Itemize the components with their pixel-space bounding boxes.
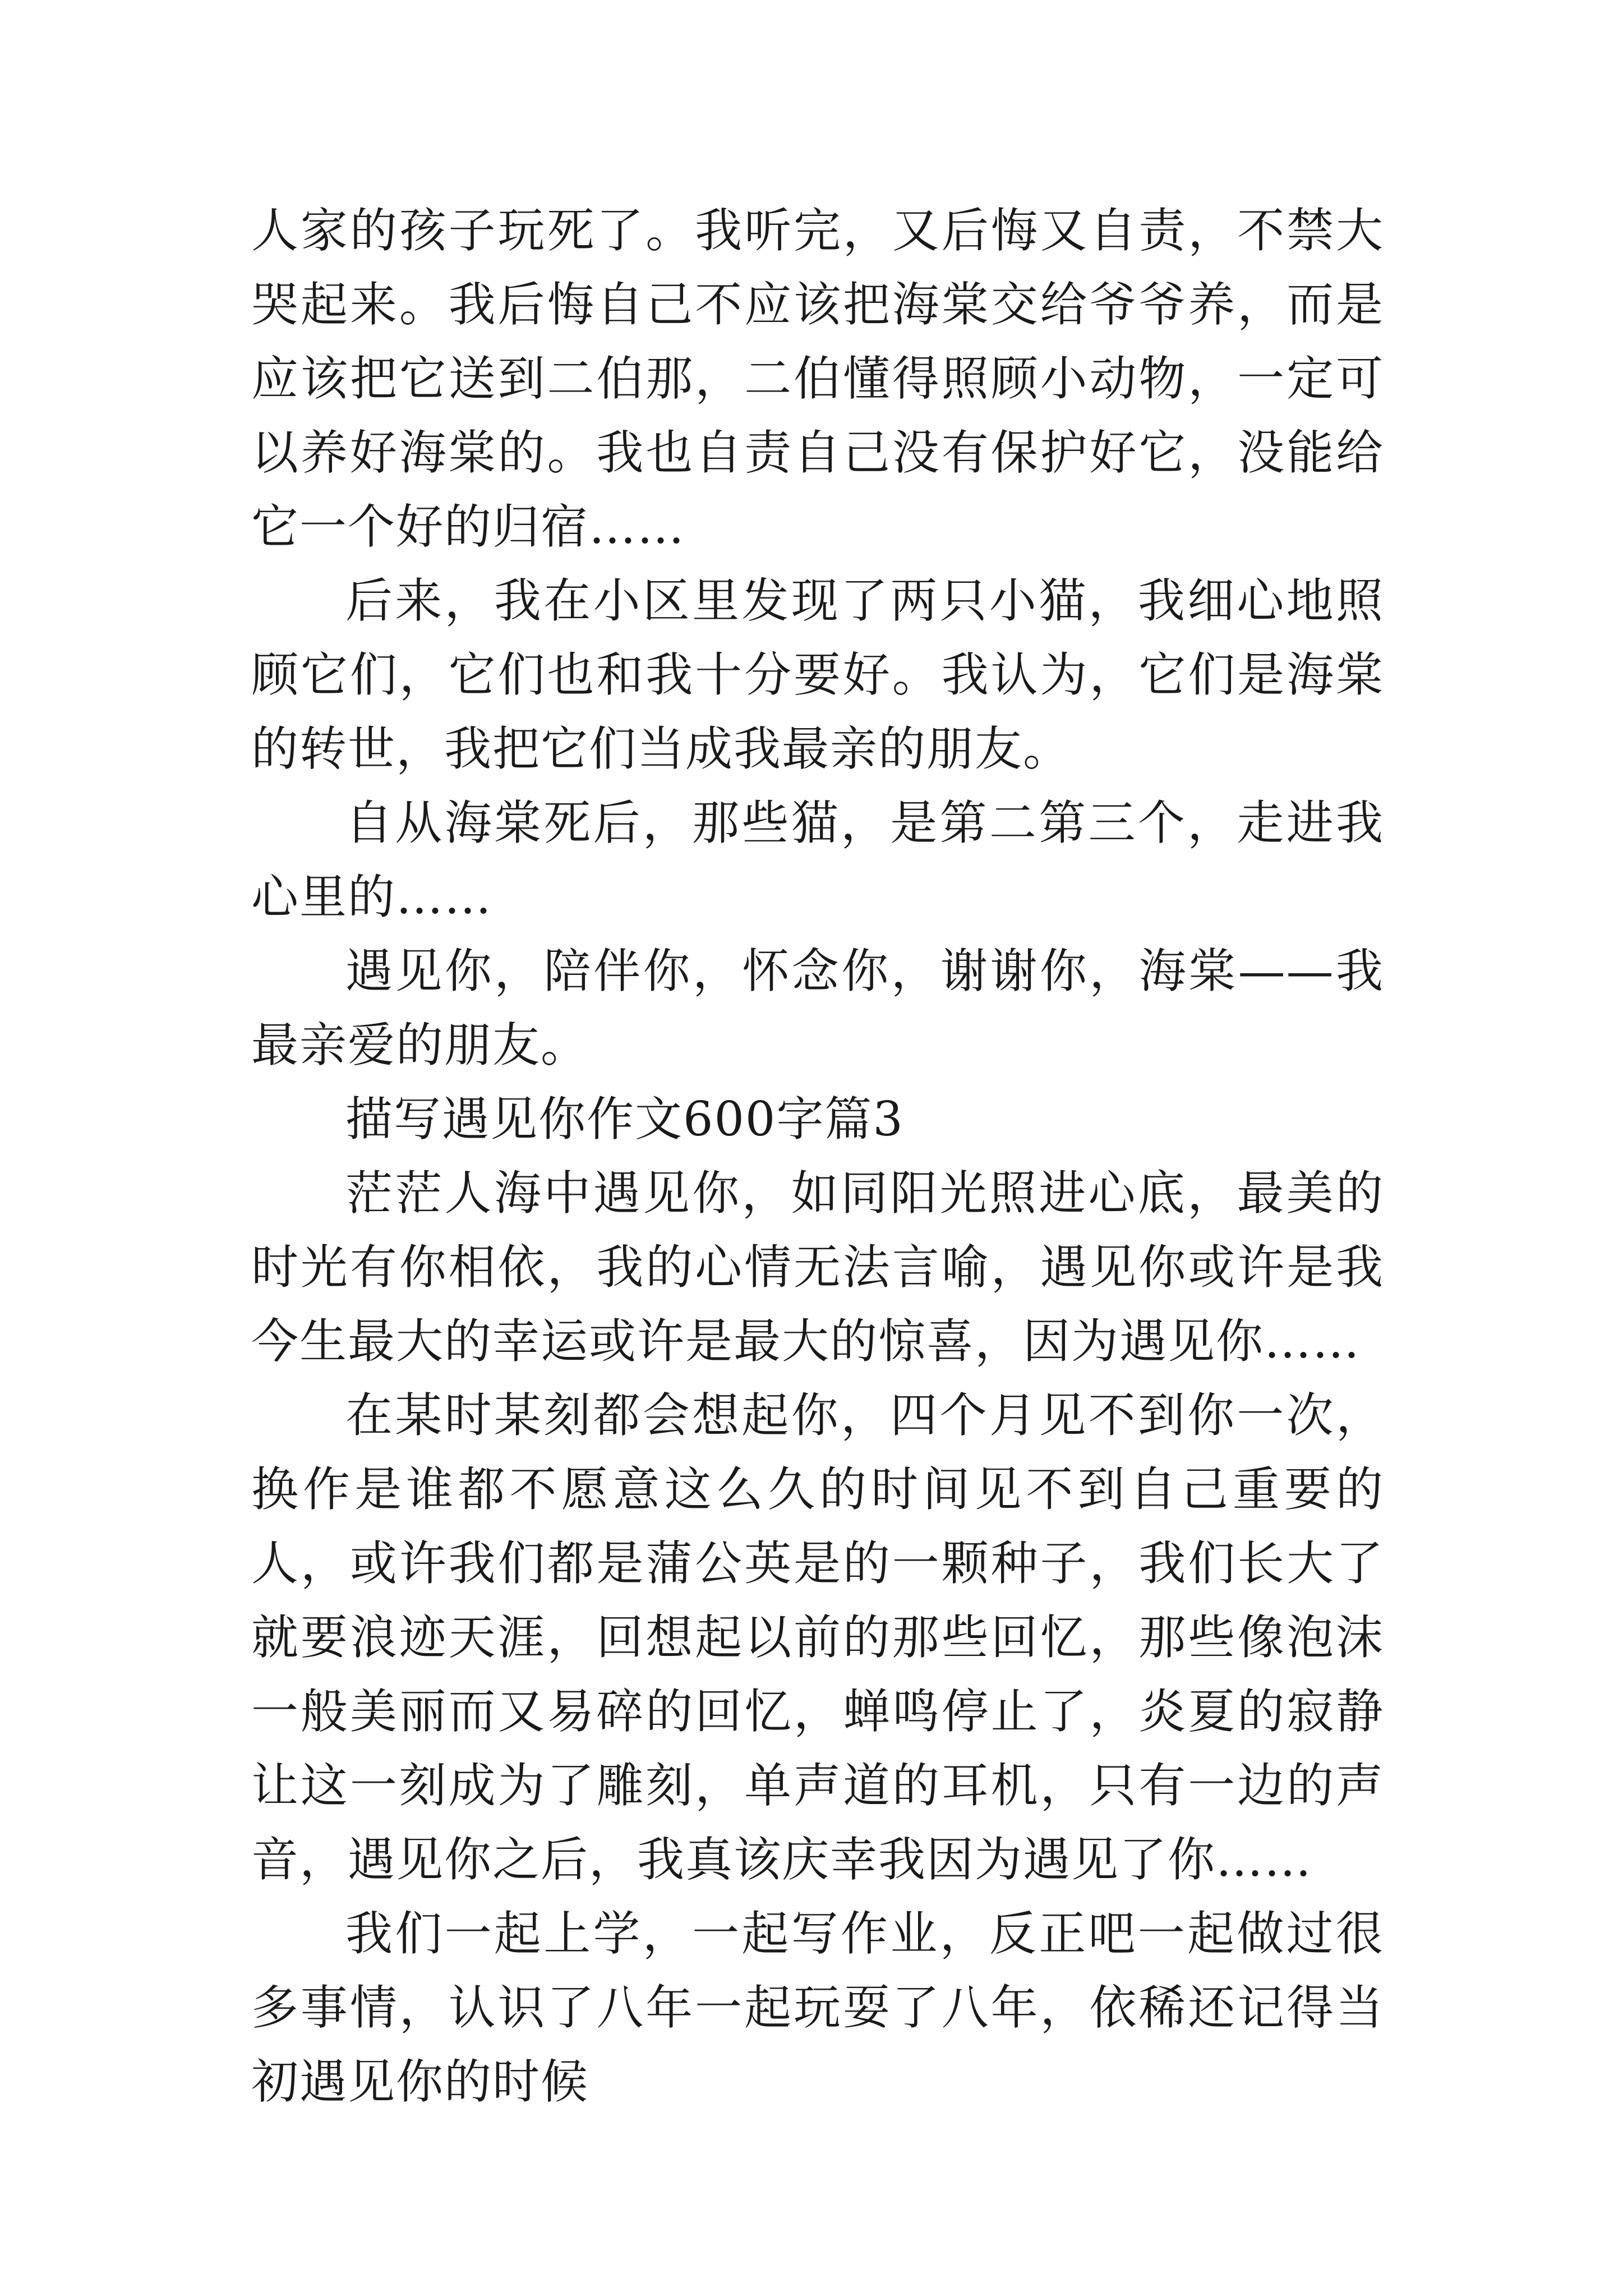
paragraph: 我们一起上学，一起写作业，反正吧一起做过很多事情，认识了八年一起玩耍了八年，依稀还记得当初遇见你的时候	[251, 1906, 1384, 2109]
paragraph: 自从海棠死后，那些猫，是第二第三个，走进我心里的……	[251, 795, 1384, 924]
paragraph: 在某时某刻都会想起你，四个月见不到你一次，换作是谁都不愿意这么久的时间见不到自己重要的人，或许我们都是蒲公英是的一颗种子，我们长大了就要浪迹天涯，回想起以前的那些回忆，那些像泡沫一般美丽而又易碎的回忆，蝉鸣停止了，炎夏的寂静让这一刻成为了雕刻，单声道的耳机，只有一边的声音，遇见你之后，我真该庆幸我因为遇见了你……	[251, 1388, 1384, 1887]
paragraph: 茫茫人海中遇见你，如同阳光照进心底，最美的时光有你相依，我的心情无法言喻，遇见你或许是我今生最大的幸运或许是最大的惊喜，因为遇见你……	[251, 1166, 1384, 1369]
paragraph: 人家的孩子玩死了。我听完，又后悔又自责，不禁大哭起来。我后悔自己不应该把海棠交给爷爷养，而是应该把它送到二伯那，二伯懂得照顾小动物，一定可以养好海棠的。我也自责自己没有保护好它，没能给它一个好的归宿……	[251, 203, 1384, 554]
paragraph: 遇见你，陪伴你，怀念你，谢谢你，海棠——我最亲爱的朋友。	[251, 944, 1384, 1073]
paragraph: 后来，我在小区里发现了两只小猫，我细心地照顾它们，它们也和我十分要好。我认为，它们是海棠的转世，我把它们当成我最亲的朋友。	[251, 573, 1384, 776]
document-body	[251, 194, 1384, 2119]
section-heading: 描写遇见你作文600字篇3	[345, 1092, 904, 1147]
